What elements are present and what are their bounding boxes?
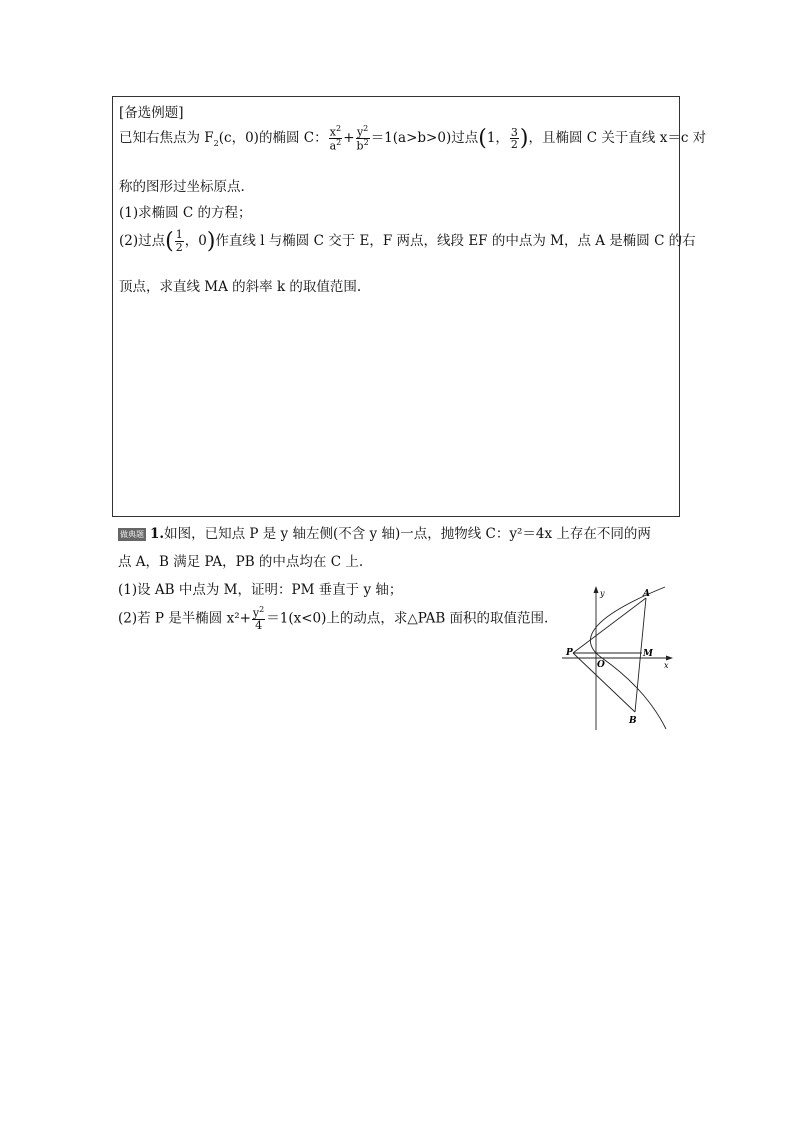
problem-part-2: (2)若 P 是半椭圆 x²+ $\frac{y^2}{4}$ ＝1(x<0)上的动点，求△PAB 面积的取值范围. bbox=[118, 605, 549, 633]
text: + bbox=[343, 130, 355, 147]
example-box bbox=[112, 96, 707, 517]
fraction-3-2: $\frac{3}{2}$ bbox=[510, 125, 518, 152]
problem-number: 1. bbox=[150, 526, 165, 542]
label-P: P bbox=[566, 648, 573, 658]
text: ，且椭圆 C 关于直线 x＝c 对 bbox=[528, 130, 707, 147]
problem-part-1: (1)设 AB 中点为 M，证明：PM 垂直于 y 轴； bbox=[118, 582, 403, 598]
segment-PA bbox=[573, 598, 646, 653]
text: ＝1(a>b>0)过点 bbox=[370, 130, 479, 147]
example-line-2: 称的图形过坐标原点. bbox=[119, 179, 245, 195]
subscript: 2 bbox=[213, 138, 219, 148]
fraction-y2-b2: $\frac{y^2}{b^2}$ bbox=[356, 124, 369, 153]
label-O: O bbox=[597, 660, 605, 670]
example-q2: (2)过点( $\frac{1}{2}$ ，0)作直线 l 与椭圆 C 交于 E，F 两点，线段 EF 的中点为 M，点 A 是椭圆 C 的右 bbox=[119, 228, 696, 254]
problem-line-2: 点 A，B 满足 PA，PB 的中点均在 C 上. bbox=[118, 554, 364, 570]
fraction-x2-a2: $\frac{x^2}{a^2}$ bbox=[329, 124, 342, 153]
fraction-1-2: $\frac{1}{2}$ bbox=[175, 228, 183, 254]
example-q2-line-2: 顶点，求直线 MA 的斜率 k 的取值范围. bbox=[119, 279, 362, 295]
x-axis-arrow bbox=[666, 656, 673, 661]
problem-line-1: 做典题 1.如图，已知点 P 是 y 轴左侧(不含 y 轴)一点，抛物线 C：y²＝4x 上存在不同的两 bbox=[120, 526, 651, 542]
text: 1， bbox=[486, 130, 509, 147]
label-x: x bbox=[664, 661, 669, 670]
badge: 做典题 bbox=[120, 530, 144, 539]
fraction-y2-4: $\frac{y^2}{4}$ bbox=[252, 605, 265, 633]
example-q1: (1)求椭圆 C 的方程； bbox=[119, 205, 252, 221]
example-line-1: 已知右焦点为 $F_2(c$，0)的椭圆 C： $\frac{x^2}{a^2}$ + $\frac{y^2}{b^2}$ ＝1(a>b>0)过点(1， $\frac{3}{2}$ )，且椭圆 C 关于直线 x＝c 对 bbox=[119, 124, 707, 153]
label-B: B bbox=[629, 716, 637, 726]
y-axis-arrow bbox=[594, 586, 599, 593]
label-M: M bbox=[643, 649, 653, 659]
parabola-figure bbox=[560, 585, 675, 735]
label-A: A bbox=[643, 589, 650, 599]
label-y: y bbox=[600, 589, 605, 598]
text: (c，0)的椭圆 C： bbox=[218, 130, 328, 147]
example-header: [备选例题] bbox=[119, 105, 184, 121]
text: 已知右焦点为 F bbox=[119, 130, 214, 147]
